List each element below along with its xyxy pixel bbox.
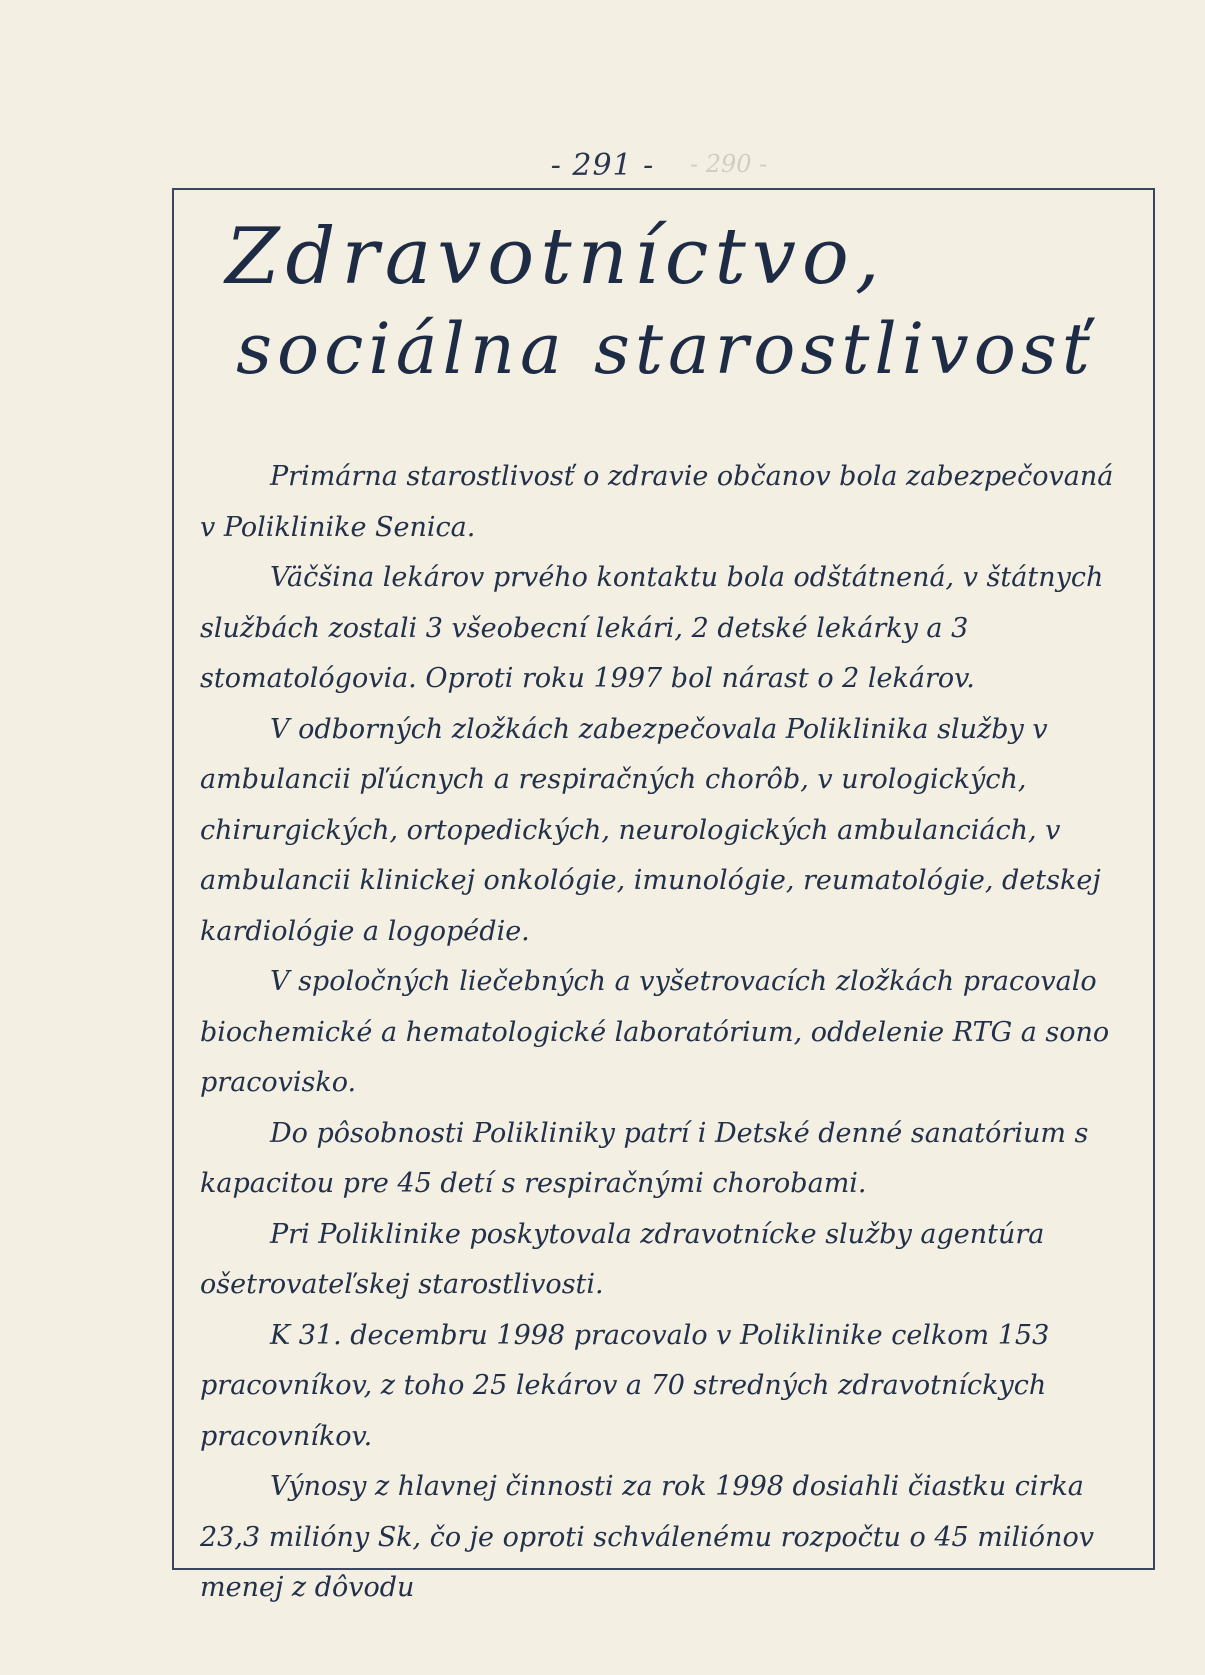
bleed-through-page-number: - 290 - xyxy=(690,150,768,178)
paragraph-nursing-agency: Pri Poliklinike poskytovala zdravotnícke služby agentúra ošetrovateľskej starostlivosti. xyxy=(200,1218,1045,1300)
paragraph-doctors: Väčšina lekárov prvého kontaktu bola odštátnená, v štátnych službách zostali 3 všeobecní lekári, 2 detské lekárky a 3 stomatológovia. Oproti roku 1997 bol nárast o 2 lekárov. xyxy=(200,562,1104,694)
page-frame xyxy=(172,188,1155,1603)
paragraph-revenue: Výnosy z hlavnej činnosti za rok 1998 dosiahli čiastku cirka 23,3 milióny Sk, čo je oproti schválenému rozpočtu o 45 miliónov menej z dôvodu xyxy=(200,1471,1094,1603)
paragraph-primary-care: Primárna starostlivosť o zdravie občanov bola zabezpečovaná v Poliklinike Senica. xyxy=(200,461,1114,543)
page-number: - 291 - xyxy=(550,148,655,183)
chapter-title-line-1: Zdravotníctvo, xyxy=(225,212,886,302)
paragraph-laboratories: V spoločných liečebných a vyšetrovacích zložkách pracovalo biochemické a hematologické laboratórium, oddelenie RTG a sono pracovisko. xyxy=(200,966,1110,1098)
chronicle-body xyxy=(200,452,1130,1614)
paragraph-sanatorium: Do pôsobnosti Polikliniky patrí i Detské denné sanatórium s kapacitou pre 45 detí s respiračnými chorobami. xyxy=(200,1117,1089,1199)
paragraph-specialist-services: V odborných zložkách zabezpečovala Poliklinika služby v ambulancii pľúcnych a respiračných chorôb, v urologických, chirurgických, ortopedických, neurologických ambulanciách, v ambulancii klinickej onkológie, imunológie, reumatológie, detskej kardiológie a logopédie. xyxy=(200,713,1101,947)
chapter-title-line-2: sociálna starostlivosť xyxy=(236,308,1095,390)
paragraph-staff: K 31. decembru 1998 pracovalo v Poliklinike celkom 153 pracovníkov, z toho 25 lekárov a 70 stredných zdravotníckych pracovníkov. xyxy=(200,1319,1050,1452)
